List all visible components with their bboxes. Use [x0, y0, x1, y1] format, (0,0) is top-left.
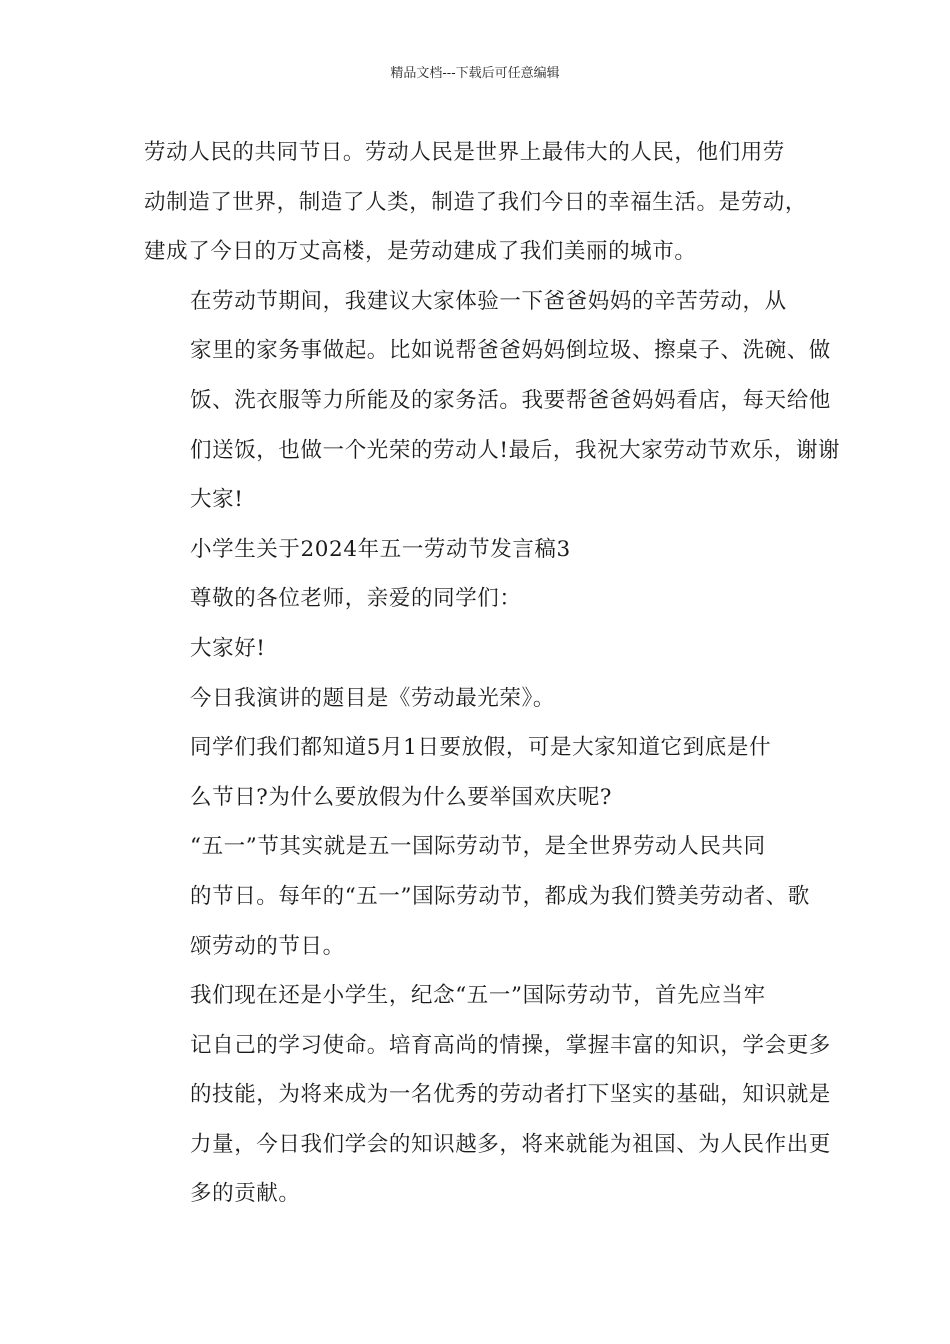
paragraph: [144, 574, 808, 624]
text-line: 饭、洗衣服等力所能及的家务活。我要帮爸爸妈妈看店，每天给他: [190, 387, 831, 413]
text-line: 小学生关于2024年五一劳动节发言稿3: [190, 536, 571, 562]
page-header: 精品文档---下载后可任意编辑: [390, 66, 560, 81]
text-line: 今日我演讲的题目是《劳动最光荣》。: [190, 685, 555, 711]
text-line: 同学们我们都知道5月1日要放假，可是大家知道它到底是什: [190, 735, 772, 761]
text-line: 的节日。每年的“五一”国际劳动节，都成为我们赞美劳动者、歌: [190, 883, 810, 909]
text-line: 们送饭，也做一个光荣的劳动人!最后，我祝大家劳动节欢乐，谢谢: [190, 437, 841, 463]
text-line: 记自己的学习使命。培育高尚的情操，掌握丰富的知识，学会更多: [190, 1032, 831, 1058]
text-line: 多的贡献。: [190, 1181, 301, 1207]
paragraph: [144, 525, 808, 575]
text-line: 建成了今日的万丈高楼，是劳动建成了我们美丽的城市。: [144, 239, 697, 265]
text-line: 动制造了世界，制造了人类，制造了我们今日的幸福生活。是劳动，: [144, 189, 808, 215]
text-line: 力量，今日我们学会的知识越多，将来就能为祖国、为人民作出更: [190, 1131, 831, 1157]
paragraph: [144, 128, 808, 277]
paragraph: [144, 971, 831, 1219]
text-line: 大家好!: [190, 635, 266, 661]
text-line: 尊敬的各位老师，亲爱的同学们：: [190, 586, 522, 612]
paragraph: [144, 277, 841, 525]
text-line: 大家!: [190, 487, 244, 513]
text-line: 颂劳动的节日。: [190, 933, 345, 959]
document-body: [144, 128, 841, 1219]
text-line: “五一”节其实就是五一国际劳动节，是全世界劳动人民共同: [190, 834, 766, 860]
paragraph: [144, 723, 808, 822]
text-line: 么节日?为什么要放假为什么要举国欢庆呢?: [190, 784, 613, 810]
paragraph: [144, 674, 808, 724]
paragraph: [144, 822, 808, 971]
text-line: 家里的家务事做起。比如说帮爸爸妈妈倒垃圾、擦桌子、洗碗、做: [190, 338, 831, 364]
text-line: 我们现在还是小学生，纪念“五一”国际劳动节，首先应当牢: [190, 983, 766, 1009]
text-line: 劳动人民的共同节日。劳动人民是世界上最伟大的人民，他们用劳: [144, 140, 785, 165]
text-line: 在劳动节期间，我建议大家体验一下爸爸妈妈的辛苦劳动，从: [190, 288, 787, 314]
text-line: 的技能，为将来成为一名优秀的劳动者打下坚实的基础，知识就是: [190, 1082, 831, 1108]
paragraph: [144, 624, 808, 674]
